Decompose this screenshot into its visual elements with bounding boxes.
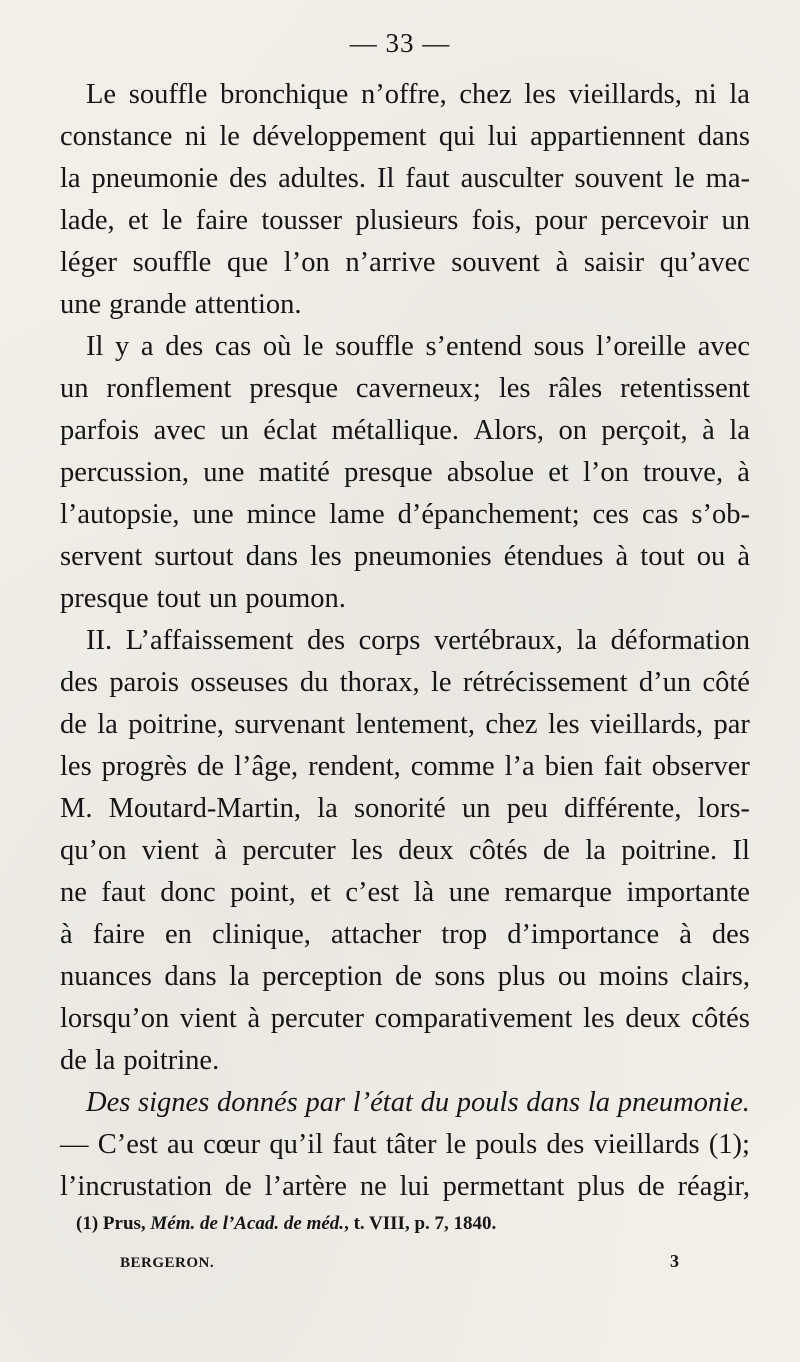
word: tout [640,541,685,572]
word: presque [60,583,149,614]
footnote [76,1213,496,1235]
signature-mark: BERGERON. [120,1255,215,1271]
word: n’offre, [360,79,447,110]
word: parfois [60,415,140,446]
word: nuances [60,961,152,992]
word: M. [60,793,93,824]
footnote-title: Mém. de l’Acad. de méd. [150,1213,345,1234]
word: les [351,835,383,866]
word: perception [262,961,383,992]
word: un [721,205,750,236]
word: d’importance [507,919,660,950]
word: ausculter [460,163,564,194]
word: des [546,1129,585,1160]
word: la [576,625,598,656]
word: pneumonie. [617,1087,750,1118]
word: Il [376,163,395,194]
word: qu’avec [659,247,750,278]
word: d’un [638,667,692,698]
body-text [60,74,750,1208]
word: à [702,415,715,446]
word: grande [109,289,187,320]
word: Le [86,79,117,110]
word: la [729,415,750,446]
word: rendent, [308,751,401,782]
word: Il [86,331,104,362]
word: qu’on [60,835,127,866]
word: retentissent [620,373,750,404]
word: les [547,709,580,740]
word: d’épanchement; [397,499,580,530]
word: des [229,163,268,194]
word: à [615,541,629,572]
word: les [524,79,556,110]
word: trop [441,919,488,950]
word: des [60,667,98,698]
text-line [60,746,750,788]
word: donc [160,877,216,908]
word: sonorité [354,793,446,824]
word: C’est [97,1129,158,1160]
word: s’ob- [691,499,750,530]
word: survenant [234,709,346,740]
text-line [60,620,750,662]
word: vient [179,1003,237,1034]
text-line [60,242,750,284]
word: y [115,331,130,362]
word: un [462,793,491,824]
word: développement [252,121,427,152]
word: à [737,457,750,488]
word: tousser [261,205,343,236]
word: la [729,79,750,110]
word: deux [398,835,454,866]
word: un [220,415,249,446]
word: poumon. [245,583,346,614]
word: la [60,163,81,194]
word: percuter [242,835,336,866]
word: cas [642,499,679,530]
word: la [587,1087,610,1118]
word: de [224,1171,252,1202]
word: la [585,835,606,866]
word: de [395,961,422,992]
word: constance [60,121,173,152]
word: deux [625,1003,681,1034]
word: une [192,499,234,530]
word: côté [702,667,750,698]
word: osseuses [190,667,289,698]
word: a [140,331,154,362]
word: pouls [475,1129,538,1160]
word: plus [577,1171,625,1202]
word: sons [434,961,486,992]
word: ne [60,877,87,908]
word: s’entend [425,331,522,362]
word: lorsqu’on [60,1003,170,1034]
word: et [548,457,569,488]
word: faut [405,163,450,194]
text-line [60,410,750,452]
word: progrès [101,751,188,782]
text-line [60,956,750,998]
word: avec [153,415,206,446]
word: l’on [283,247,330,278]
word: pouls [456,1087,519,1118]
word: et [127,205,149,236]
word: les [310,541,342,572]
word: fait [603,751,642,782]
word: du [299,667,329,698]
word: remarque [504,877,612,908]
word: vieillards, [568,79,682,110]
word: chez [485,709,538,740]
word: lui [487,121,518,152]
word: à [679,919,692,950]
word: souffle [335,331,414,362]
word: les [60,751,92,782]
word: clairs, [681,961,750,992]
word: cœur [203,1129,261,1160]
word: souffle [128,79,208,110]
word: des [711,919,750,950]
word: une [60,289,102,320]
word: la [229,961,250,992]
word: souffle [132,247,212,278]
word: étendues [503,541,604,572]
footnote-author: Prus, [102,1213,146,1234]
word: vieillards, [589,709,704,740]
word: percussion, [60,457,190,488]
word: corps [358,625,421,656]
text-line [60,1124,750,1166]
word: adultes. [278,163,366,194]
word: ni [184,121,207,152]
word: tâter [385,1129,437,1160]
word: on [558,415,587,446]
word: des [307,625,346,656]
word: faut [332,1129,377,1160]
word: côtés [691,1003,750,1034]
word: par [713,709,750,740]
word: et [310,877,331,908]
word: le [219,121,240,152]
word: avec [697,331,750,362]
word: le [674,163,695,194]
word: pour [534,205,588,236]
word: des [165,331,204,362]
text-line [60,452,750,494]
word: une [203,457,245,488]
word: vieillards [593,1129,700,1160]
word: lame [329,499,385,530]
word: à [555,247,569,278]
word: parois [109,667,179,698]
word: thorax, [339,667,420,698]
text-line [60,368,750,410]
word: servent [60,541,143,572]
word: côtés [469,835,528,866]
word: déformation [610,625,750,656]
word: les [498,373,531,404]
word: plus [497,961,546,992]
word: au [167,1129,194,1160]
word: poitrine. [621,835,718,866]
word: poitrine, [128,709,224,740]
word: un [208,583,238,614]
word: râles [548,373,603,404]
word: le [302,331,324,362]
word: réagir, [677,1171,750,1202]
word: attention. [194,289,302,320]
word: clinique, [211,919,311,950]
word: dans [245,541,298,572]
text-line [60,536,750,578]
text-line [60,704,750,746]
word: éclat [263,415,318,446]
text-line [60,326,750,368]
word: comme [410,751,495,782]
text-line [60,1040,750,1082]
text-line [60,74,750,116]
word: donnés [216,1087,298,1118]
word: du [420,1087,450,1118]
word: ces [592,499,630,530]
word: ou [696,541,726,572]
page-number: — 33 — [349,28,451,58]
word: l’on [583,457,629,488]
word: trouve, [643,457,724,488]
word: presque [249,373,338,404]
word: vertébraux, [433,625,563,656]
word: vient [141,835,199,866]
word: l’oreille [595,331,687,362]
word: de [543,835,570,866]
word: faut [101,877,146,908]
word: l’a [504,751,535,782]
word: point, [230,877,296,908]
text-line [60,116,750,158]
word: c’est [345,877,400,908]
word: la [97,709,118,740]
text-line [60,998,750,1040]
text-line [60,914,750,956]
text-line [60,494,750,536]
word: différente, [564,793,682,824]
word: dans [164,961,217,992]
text-line [60,662,750,704]
word: que [226,247,269,278]
word: ma- [705,163,750,194]
word: la [317,793,338,824]
word: de [60,1045,87,1076]
word: permettant [442,1171,565,1202]
word: lentement, [355,709,476,740]
word: surtout [154,541,234,572]
word: tout [156,583,201,614]
word: l’autopsie, [60,499,180,530]
word: ronflement [106,373,232,404]
word: pneumonies [353,541,492,572]
word: l’état [352,1087,413,1118]
word: le [161,205,183,236]
word: ou [557,961,587,992]
word: bien [544,751,594,782]
word: moins [598,961,669,992]
word: L’affaissement [125,625,294,656]
word: faire [92,919,145,950]
word: n’arrive [345,247,436,278]
text-line [60,1082,750,1124]
word: à [214,835,227,866]
word: matité [258,457,330,488]
text-line [60,1166,750,1208]
word: poitrine. [123,1045,220,1076]
word: ne [359,1171,387,1202]
word: de [60,709,87,740]
word: un [60,373,89,404]
word: souvent [451,247,540,278]
word: sous [533,331,585,362]
word: percuter [270,1003,365,1034]
word: souvent [574,163,664,194]
word: de [637,1171,665,1202]
word: la [94,1045,116,1076]
word: attacher [330,919,422,950]
text-line [60,788,750,830]
word: où [262,331,292,362]
word: Des [86,1087,131,1118]
footnote-reference: , t. VIII, p. 7, 1840. [344,1213,497,1234]
word: ni [694,79,717,110]
word: importante [626,877,750,908]
text-line [60,830,750,872]
word: métallique. [331,415,459,446]
word: lors- [697,793,750,824]
word: l’âge, [234,751,299,782]
word: peu [506,793,548,824]
word: une [448,877,490,908]
word: chez [459,79,512,110]
text-line [60,578,750,620]
text-line [60,200,750,242]
word: Moutard-Martin, [108,793,302,824]
word: fois, [471,205,522,236]
footnote-marker: (1) [76,1213,99,1234]
word: observer [651,751,750,782]
word: les [583,1003,615,1034]
text-line [60,872,750,914]
word: absolue [446,457,534,488]
word: bronchique [220,79,349,110]
word: le [430,667,452,698]
word: par [305,1087,346,1118]
word: l’incrustation [60,1171,212,1202]
word: rétrécissement [462,667,628,698]
word: de [197,751,225,782]
word: (1); [708,1129,750,1160]
word: Il [732,835,750,866]
sheet-number: 3 [670,1251,679,1271]
word: appartiennent [530,121,686,152]
word: dans [526,1087,581,1118]
word: le [445,1129,467,1160]
word: caverneux; [355,373,481,404]
word: à [60,919,73,950]
word: l’artère [264,1171,347,1202]
word: cas [214,331,252,362]
word: II. [86,625,113,656]
word: à [737,541,750,572]
word: dans [697,121,750,152]
word: à [247,1003,261,1034]
word: qui [438,121,476,152]
word: en [164,919,192,950]
word: qu’il [269,1129,324,1160]
word: Alors, [473,415,544,446]
word: lui [399,1171,430,1202]
word: presque [344,457,433,488]
word: comparativement [374,1003,573,1034]
word: lade, [60,205,115,236]
word: faire [195,205,248,236]
text-line [60,158,750,200]
word: léger [60,247,117,278]
word: perçoit, [601,415,688,446]
word: signes [138,1087,210,1118]
word: mince [246,499,317,530]
word: percevoir [600,205,709,236]
word: saisir [583,247,645,278]
word: pneumonie [91,163,219,194]
word: — [60,1129,89,1160]
word: là [413,877,435,908]
word: plusieurs [355,205,459,236]
text-line [60,284,750,326]
